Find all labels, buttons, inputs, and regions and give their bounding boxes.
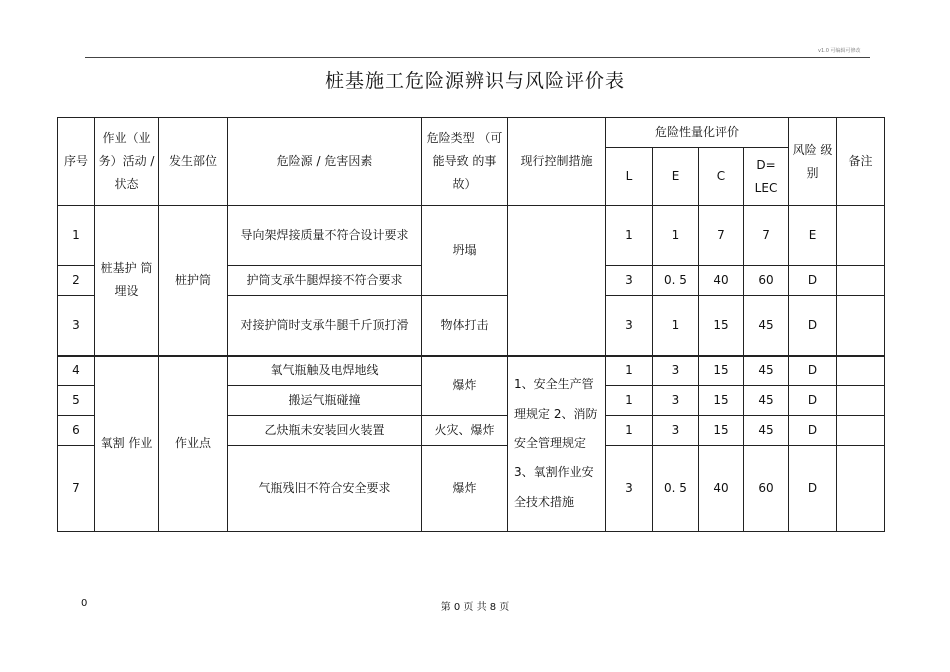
header-L: L [606,148,653,206]
remark-cell [837,356,885,386]
L-cell: 1 [606,386,653,416]
type-cell: 坍塌 [422,206,508,296]
C-cell: 15 [699,356,744,386]
L-cell: 3 [606,446,653,532]
level-cell: E [789,206,837,266]
E-cell: 0. 5 [653,446,699,532]
type-cell: 物体打击 [422,296,508,356]
L-cell: 1 [606,356,653,386]
header-D: D= LEC [744,148,789,206]
row-no: 1 [58,206,95,266]
activity-cell: 氧割 作业 [95,356,159,532]
header-hazard: 危险源 / 危害因素 [228,118,422,206]
location-cell: 作业点 [159,356,228,532]
header-no: 序号 [58,118,95,206]
header-quant: 危险性量化评价 [606,118,789,148]
remark-cell [837,416,885,446]
control-cell: 1、安全生产管理规定 2、消防安全管理规定 3、氧割作业安全技术措施 [508,356,606,532]
hazard-cell: 氧气瓶触及电焊地线 [228,356,422,386]
D-cell: 7 [744,206,789,266]
row-no: 4 [58,356,95,386]
header-E: E [653,148,699,206]
E-cell: 1 [653,296,699,356]
header-C: C [699,148,744,206]
D-cell: 60 [744,266,789,296]
remark-cell [837,206,885,266]
risk-table [57,117,885,532]
level-cell: D [789,356,837,386]
activity-cell: 桩基护 筒埋设 [95,206,159,356]
row-no: 2 [58,266,95,296]
header-control: 现行控制措施 [508,118,606,206]
hazard-cell: 搬运气瓶碰撞 [228,386,422,416]
type-cell: 火灾、爆炸 [422,416,508,446]
L-cell: 3 [606,296,653,356]
remark-cell [837,386,885,416]
D-cell: 45 [744,416,789,446]
hazard-cell: 对接护筒时支承牛腿千斤顶打滑 [228,296,422,356]
D-cell: 45 [744,356,789,386]
header-remark: 备注 [837,118,885,206]
L-cell: 1 [606,206,653,266]
header-location: 发生部位 [159,118,228,206]
remark-cell [837,296,885,356]
C-cell: 40 [699,266,744,296]
level-cell: D [789,266,837,296]
hazard-cell: 导向架焊接质量不符合设计要求 [228,206,422,266]
row-no: 5 [58,386,95,416]
header-rule [85,57,870,58]
E-cell: 1 [653,206,699,266]
row-no: 7 [58,446,95,532]
level-cell: D [789,416,837,446]
page-title: 桩基施工危险源辨识与风险评价表 [324,70,625,92]
header-level: 风险 级别 [789,118,837,206]
control-cell [508,206,606,356]
C-cell: 7 [699,206,744,266]
level-cell: D [789,446,837,532]
footer-page-marker: 0 [81,598,88,609]
C-cell: 15 [699,386,744,416]
header-activity: 作业（业务）活动 / 状态 [95,118,159,206]
C-cell: 15 [699,416,744,446]
level-cell: D [789,386,837,416]
row-no: 6 [58,416,95,446]
D-cell: 45 [744,386,789,416]
E-cell: 3 [653,416,699,446]
E-cell: 3 [653,386,699,416]
version-note: v1.0 可编辑可修改 [818,48,861,54]
E-cell: 0. 5 [653,266,699,296]
header-type: 危险类型 （可能导致 的事故） [422,118,508,206]
hazard-cell: 乙炔瓶未安装回火装置 [228,416,422,446]
hazard-cell: 气瓶残旧不符合安全要求 [228,446,422,532]
hazard-cell: 护筒支承牛腿焊接不符合要求 [228,266,422,296]
C-cell: 15 [699,296,744,356]
footer-page-number: 第 0 页 共 8 页 [440,602,510,613]
L-cell: 3 [606,266,653,296]
E-cell: 3 [653,356,699,386]
remark-cell [837,266,885,296]
D-cell: 60 [744,446,789,532]
remark-cell [837,446,885,532]
type-cell: 爆炸 [422,356,508,416]
location-cell: 桩护筒 [159,206,228,356]
level-cell: D [789,296,837,356]
C-cell: 40 [699,446,744,532]
row-no: 3 [58,296,95,356]
L-cell: 1 [606,416,653,446]
D-cell: 45 [744,296,789,356]
type-cell: 爆炸 [422,446,508,532]
